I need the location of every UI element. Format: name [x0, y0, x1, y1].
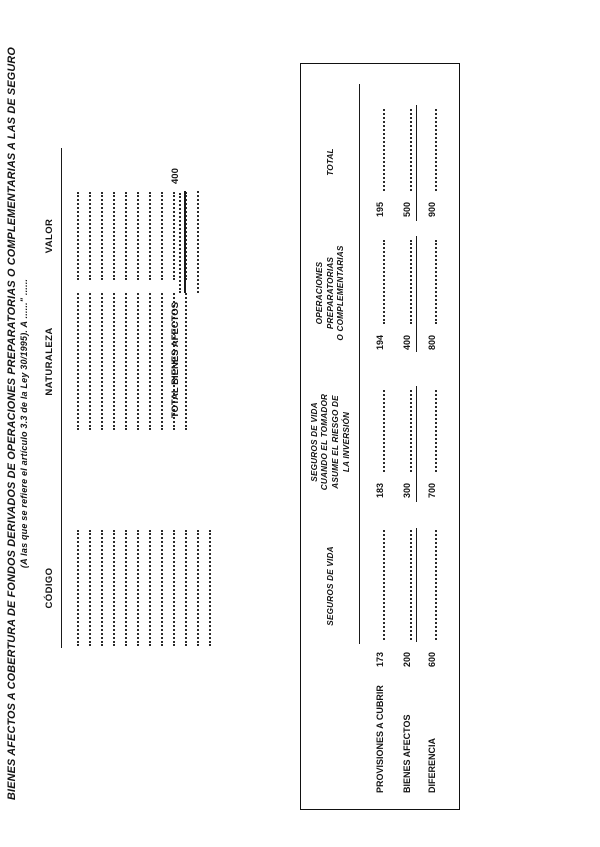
row-label-provisiones-a-cubrir: PROVISIONES A CUBRIR: [375, 685, 385, 793]
cell-code: 195: [375, 201, 385, 217]
column-header-naturaleza: NATURALEZA: [44, 327, 55, 396]
header-line: SEGUROS DE VIDA: [309, 402, 319, 482]
blank-dotted-row: [151, 192, 163, 280]
blank-dotted-row: [79, 530, 91, 646]
blank-dotted-row: [127, 530, 139, 646]
cell-entry-dots: [427, 530, 437, 640]
blank-dotted-row: [67, 192, 79, 280]
cell-entry-dots: [375, 530, 385, 640]
cell-entry-dots: [402, 109, 412, 191]
blank-dotted-row: [187, 530, 199, 646]
cell-code: 300: [402, 482, 412, 498]
header-line: TOTAL: [325, 148, 335, 176]
diff-rule-col4: [416, 105, 417, 221]
blank-dotted-row: [67, 293, 79, 430]
cell-entry-dots: [375, 390, 385, 472]
cell-entry-dots: [375, 109, 385, 191]
valor-blank-rows: [67, 192, 187, 280]
naturaleza-blank-rows: [67, 293, 187, 430]
cell-entry-dots: [427, 390, 437, 472]
header-line: PREPARATORIAS: [325, 256, 335, 330]
row-label-diferencia: DIFERENCIA: [427, 737, 437, 793]
header-line: ASUME EL RIESGO DE: [331, 395, 340, 489]
blank-dotted-row: [79, 293, 91, 430]
blank-dotted-row: [163, 530, 175, 646]
header-rule: [61, 148, 62, 648]
blank-dotted-row: [79, 192, 91, 280]
blank-dotted-row: [139, 192, 151, 280]
cell-code: 700: [427, 482, 437, 498]
blank-dotted-row: [199, 530, 211, 646]
cell-entry-dots: [427, 109, 437, 191]
blank-dotted-row: [67, 530, 79, 646]
blank-dotted-row: [139, 293, 151, 430]
summary-header-total: [305, 105, 357, 219]
header-line: OPERACIONES: [315, 261, 325, 325]
header-line: CUANDO EL TOMADOR: [320, 393, 330, 491]
blank-dotted-row: [139, 530, 151, 646]
cell-code: 500: [402, 201, 412, 217]
total-sum-rule: [184, 191, 186, 293]
summary-header-rule: [359, 84, 360, 644]
blank-dotted-row: [115, 293, 127, 430]
row-label-bienes-afectos: BIENES AFECTOS: [402, 714, 412, 793]
page-subtitle: (A las que se refiere el artículo 3.3 de la Ley 30/1995). A ......" ......: [19, 278, 29, 569]
total-bienes-afectos-label: TOTAL BIENES AFECTOS: [170, 302, 181, 419]
total-leader-dots: [171, 193, 181, 293]
total-value-dots: [189, 191, 199, 293]
blank-dotted-row: [151, 293, 163, 430]
blank-dotted-row: [115, 192, 127, 280]
row-code-bienes-afectos: 200: [402, 652, 412, 668]
blank-dotted-row: [91, 192, 103, 280]
cell-code: 900: [427, 201, 437, 217]
codigo-blank-rows: [67, 530, 211, 646]
blank-dotted-row: [103, 192, 115, 280]
diff-rule-col2: [416, 386, 417, 502]
cell-entry-dots: [427, 240, 437, 324]
cell-entry-dots: [402, 390, 412, 472]
cell-code: 194: [375, 334, 385, 350]
blank-dotted-row: [127, 293, 139, 430]
total-code: 400: [170, 168, 181, 184]
blank-dotted-row: [127, 192, 139, 280]
cell-entry-dots: [402, 240, 412, 324]
blank-dotted-row: [115, 530, 127, 646]
cell-entry-dots: [402, 530, 412, 640]
row-code-provisiones: 173: [375, 652, 385, 668]
header-line: SEGUROS DE VIDA: [325, 546, 335, 626]
cell-code: 400: [402, 334, 412, 350]
blank-dotted-row: [103, 530, 115, 646]
blank-dotted-row: [151, 530, 163, 646]
row-code-diferencia: 600: [427, 652, 437, 668]
page-title: BIENES AFECTOS A COBERTURA DE FONDOS DERIVADOS DE OPERACIONES PREPARATORIAS O COMPLEMENTARIAS A LAS DE SEGURO: [6, 47, 18, 800]
blank-dotted-row: [103, 293, 115, 430]
cell-entry-dots: [375, 240, 385, 324]
column-header-valor: VALOR: [44, 218, 55, 254]
diff-rule-col1: [416, 528, 417, 642]
cell-code: 800: [427, 334, 437, 350]
blank-dotted-row: [91, 293, 103, 430]
diff-rule-col3: [416, 236, 417, 352]
blank-dotted-row: [175, 530, 187, 646]
blank-dotted-row: [91, 530, 103, 646]
summary-header-seguros-vida-tomador: [305, 384, 357, 500]
column-header-codigo: CÓDIGO: [44, 567, 55, 609]
summary-header-operaciones: [305, 234, 357, 352]
header-line: LA INVERSIÓN: [341, 411, 351, 473]
summary-header-seguros-de-vida: [305, 528, 357, 644]
header-line: O COMPLEMENTARIAS: [336, 245, 346, 341]
cell-code: 183: [375, 482, 385, 498]
